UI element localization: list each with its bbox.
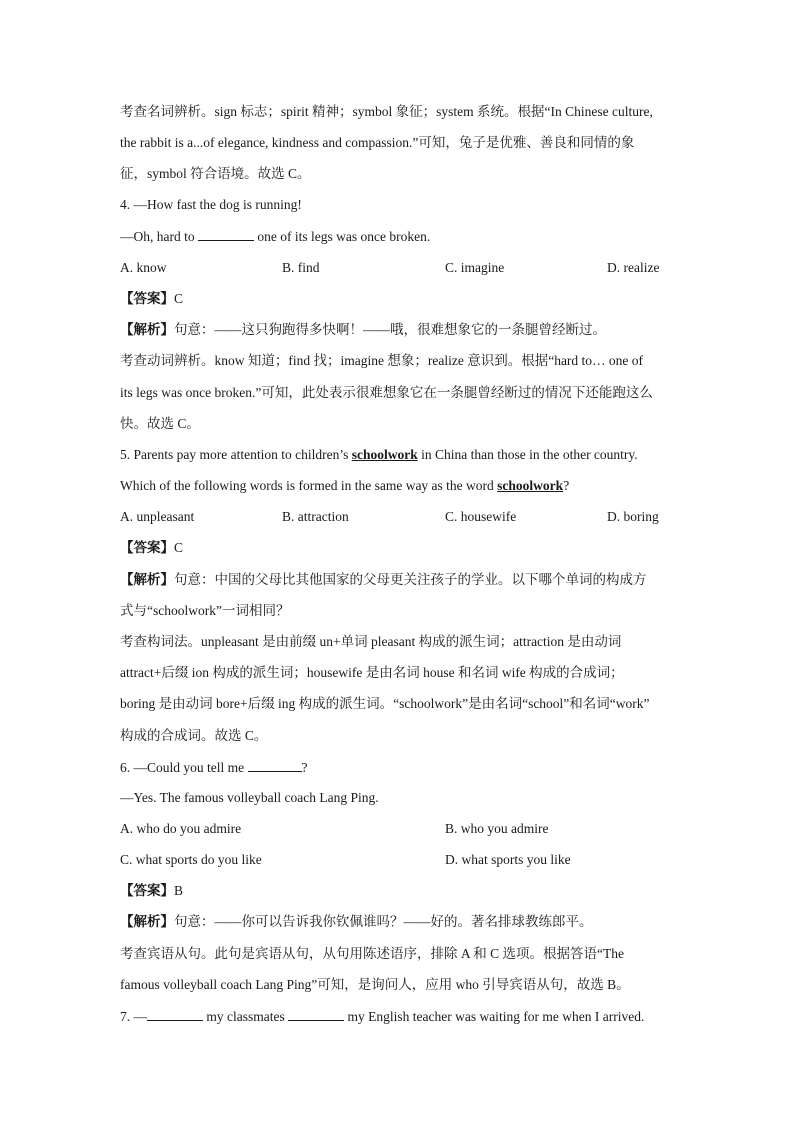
q3-analysis-line-3: 征，symbol 符合语境。故选 C。 bbox=[120, 166, 311, 181]
q5-option-a: A. unpleasant bbox=[120, 509, 195, 524]
q5-analysis-line-3: 考查构词法。unpleasant 是由前缀 un+单词 pleasant 构成的派生词；attraction 是由动词 bbox=[120, 634, 622, 649]
q4-stem-line-1: 4. —How fast the dog is running! bbox=[120, 197, 302, 212]
q5-answer: C bbox=[174, 540, 184, 555]
q3-analysis-line-1: 考查名词辨析。sign 标志；spirit 精神；symbol 象征；system 系统。根据“In Chinese culture, bbox=[120, 104, 653, 119]
q4-analysis-line-4: 快。故选 C。 bbox=[120, 416, 200, 431]
q5-analysis-line-1 bbox=[120, 570, 680, 590]
q5-stem-line-2 bbox=[120, 476, 680, 496]
q5-keyword: schoolwork bbox=[351, 447, 418, 462]
q4-stem-line-2 bbox=[120, 226, 680, 247]
q4-analysis-line-1 bbox=[120, 320, 680, 340]
q5-analysis-line-4: attract+后缀 ion 构成的派生词；housewife 是由名词 house 和名词 wife 构成的合成词； bbox=[120, 665, 624, 680]
q5-keyword: schoolwork bbox=[497, 478, 564, 493]
q6-answer-line bbox=[120, 881, 680, 901]
q4-stem-text-b: one of its legs was once broken. bbox=[254, 229, 431, 244]
q4-option-b: B. find bbox=[282, 260, 320, 275]
q6-option-d: D. what sports you like bbox=[445, 852, 571, 867]
q6-stem-text-b: ? bbox=[301, 760, 308, 775]
q6-stem-line-1 bbox=[120, 757, 680, 778]
answer-label: 【答案】 bbox=[120, 540, 174, 555]
q6-analysis-line-3: famous volleyball coach Lang Ping”可知，是询问人，应用 who 引导宾语从句，故选 B。 bbox=[120, 977, 630, 992]
q7-stem-text-c: my English teacher was waiting for me when I arrived. bbox=[344, 1009, 645, 1024]
analysis-label: 【解析】 bbox=[120, 322, 174, 337]
answer-blank bbox=[147, 1006, 203, 1021]
q6-option-b: B. who you admire bbox=[445, 821, 549, 836]
q5-stem-text-a: 5. Parents pay more attention to children’s bbox=[120, 447, 352, 462]
answer-blank bbox=[198, 226, 254, 241]
q7-stem-text-b: my classmates bbox=[203, 1009, 289, 1024]
q3-analysis-line-2: the rabbit is a...of elegance, kindness and compassion.”可知，兔子是优雅、善良和同情的象 bbox=[120, 135, 635, 150]
q4-option-a: A. know bbox=[120, 260, 167, 275]
q4-option-c: C. imagine bbox=[445, 260, 505, 275]
q5-analysis-text-1: 句意：中国的父母比其他国家的父母更关注孩子的学业。以下哪个单词的构成方 bbox=[174, 572, 647, 587]
answer-blank bbox=[248, 757, 302, 772]
q6-analysis-text-1: 句意：——你可以告诉我你钦佩谁吗？——好的。著名排球教练郎平。 bbox=[174, 914, 593, 929]
q4-answer: C bbox=[174, 291, 184, 306]
q5-stem-text-b: in China than those in the other country. bbox=[417, 447, 638, 462]
q4-answer-line bbox=[120, 289, 680, 309]
q6-option-c: C. what sports do you like bbox=[120, 852, 262, 867]
q5-stem-text-d: ? bbox=[563, 478, 570, 493]
q5-answer-line bbox=[120, 538, 680, 558]
analysis-label: 【解析】 bbox=[120, 914, 174, 929]
q5-analysis-line-6: 构成的合成词。故选 C。 bbox=[120, 728, 268, 743]
q4-analysis-text-1: 句意：——这只狗跑得多快啊！——哦，很难想象它的一条腿曾经断过。 bbox=[174, 322, 606, 337]
answer-label: 【答案】 bbox=[120, 883, 174, 898]
q6-stem-line-2: —Yes. The famous volleyball coach Lang Ping. bbox=[120, 790, 379, 805]
analysis-label: 【解析】 bbox=[120, 572, 174, 587]
q7-stem-text-a: 7. — bbox=[120, 1009, 147, 1024]
q5-stem-line-1 bbox=[120, 445, 680, 465]
q5-stem-text-c: Which of the following words is formed in the same way as the word bbox=[120, 478, 498, 493]
q4-stem-text-a: —Oh, hard to bbox=[120, 229, 198, 244]
q5-analysis-line-2: 式与“schoolwork”一词相同？ bbox=[120, 603, 290, 618]
q7-stem-line bbox=[120, 1006, 680, 1027]
q6-analysis-line-2: 考查宾语从句。此句是宾语从句，从句用陈述语序，排除 A 和 C 选项。根据答语“The bbox=[120, 946, 624, 961]
q6-answer: B bbox=[174, 883, 184, 898]
q6-analysis-line-1 bbox=[120, 912, 680, 932]
answer-blank bbox=[288, 1006, 344, 1021]
q6-stem-text-a: 6. —Could you tell me bbox=[120, 760, 248, 775]
answer-label: 【答案】 bbox=[120, 291, 174, 306]
q5-option-c: C. housewife bbox=[445, 509, 517, 524]
q4-option-d: D. realize bbox=[607, 260, 660, 275]
q6-option-a: A. who do you admire bbox=[120, 821, 242, 836]
q5-analysis-line-5: boring 是由动词 bore+后缀 ing 构成的派生词。“schoolwork”是由名词“school”和名词“work” bbox=[120, 696, 650, 711]
q5-option-b: B. attraction bbox=[282, 509, 349, 524]
q5-option-d: D. boring bbox=[607, 509, 659, 524]
q4-analysis-line-2: 考查动词辨析。know 知道；find 找；imagine 想象；realize 意识到。根据“hard to… one of bbox=[120, 353, 644, 368]
q4-analysis-line-3: its legs was once broken.”可知，此处表示很难想象它在一条腿曾经断过的情况下还能跑这么 bbox=[120, 385, 653, 400]
